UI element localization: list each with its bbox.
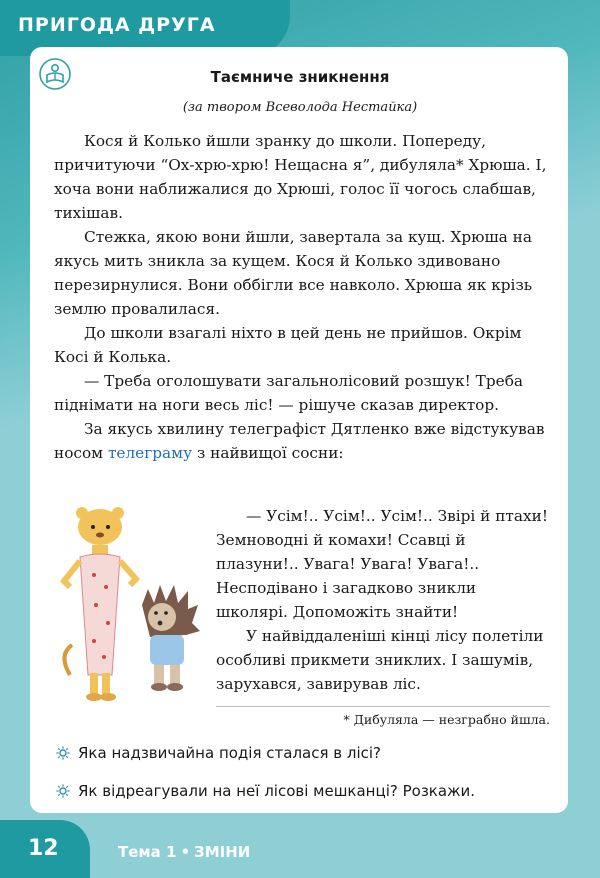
section-title: ПРИГОДА ДРУГА	[18, 14, 216, 36]
question-2-text: Як відреагували на неї лісові мешканці? Розкажи.	[78, 782, 476, 800]
paragraph-6: — Усім!.. Усім!.. Усім!.. Звірі й птахи! Земноводні й комахи! Ссавці й плазуни!.. Увага! Увага! Увага!.. Несподівано і загадково зникли школярі. Допоможіть знайти!	[216, 507, 548, 621]
question-2	[56, 782, 475, 800]
theme-number: Тема 1	[118, 843, 177, 861]
sun-icon	[56, 784, 70, 798]
telegram-link[interactable]: телеграму	[107, 444, 193, 462]
paragraph-5-before: За якусь хвилину телеграфіст Дятленко вже відстукував носом	[54, 420, 545, 462]
sun-icon	[56, 746, 70, 760]
paragraph-3: До школи взагалі ніхто в цей день не прийшов. Окрім Косі й Колька.	[54, 324, 522, 366]
paragraph-2: Стежка, якою вони йшли, завертала за кущ. Хрюша на якусь мить зникла за кущем. Кося й Колько здивовано перезирнулися. Вони оббігли все навколо. Хрюша як крізь землю провалилася.	[54, 228, 533, 318]
paragraph-4: — Треба оголошувати загальнолісовий розшук! Треба піднімати на ноги весь ліс! — рішуче сказав директор.	[54, 372, 524, 414]
theme-name: ЗМІНИ	[194, 843, 251, 861]
page-number: 12	[28, 836, 59, 861]
question-1	[56, 744, 381, 762]
story-title: Таємниче зникнення	[210, 68, 390, 86]
paragraph-5-after: з найвищої сосни:	[192, 444, 344, 462]
footnote-divider	[216, 706, 550, 707]
question-1-text: Яка надзвичайна подія сталася в лісі?	[78, 744, 381, 762]
paragraph-1: Кося й Колько йшли зранку до школи. Попереду, причитуючи “Ох-хрю-хрю! Нещасна я”, дибуляла* Хрюша. І, хоча вони наближалися до Хрюші, голос її чогось слабшав, тихішав.	[54, 132, 547, 222]
paragraph-7: У найвіддаленіші кінці лісу полетіли особливі прикмети зниклих. І зашумів, зарухався, завирував ліс.	[216, 627, 544, 693]
leopard-and-hedgehog-illustration	[50, 505, 216, 705]
theme-label	[118, 843, 250, 861]
story-body	[54, 129, 550, 465]
leopard-figure	[64, 507, 136, 701]
theme-separator: •	[180, 843, 191, 861]
telegram-text	[216, 504, 550, 696]
hedgehog-figure	[142, 585, 200, 691]
footnote: * Дибуляла — незграбно йшла.	[343, 712, 550, 727]
paragraph-5	[54, 417, 550, 465]
story-subtitle: (за твором Всеволода Нестайка)	[182, 100, 418, 115]
